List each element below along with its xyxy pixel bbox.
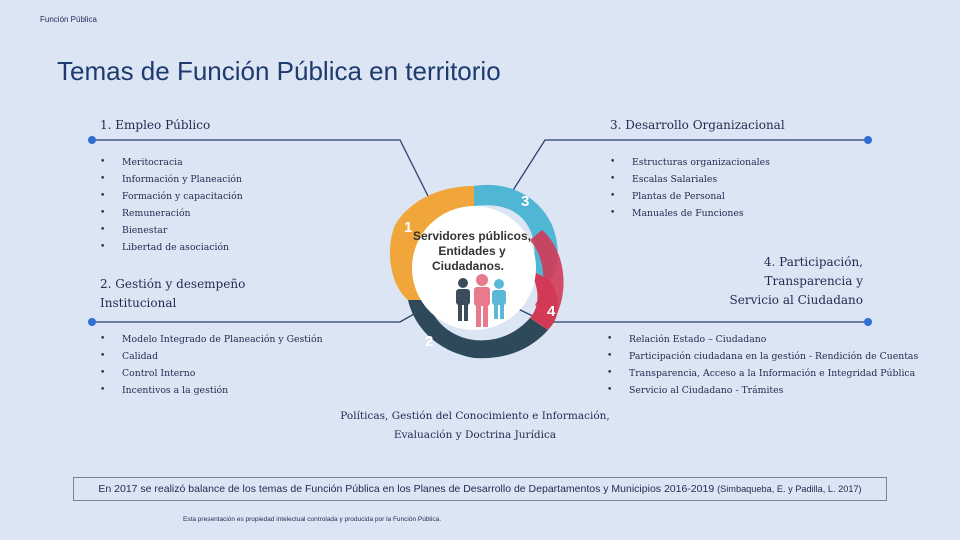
page-title: Temas de Función Pública en territorio bbox=[57, 56, 501, 86]
center-text-line3: Ciudadanos. bbox=[431, 259, 505, 273]
section-4-list bbox=[607, 331, 918, 399]
list-item: • Remuneración bbox=[100, 205, 243, 222]
list-item: • Calidad bbox=[100, 348, 323, 365]
list-item: • Plantas de Personal bbox=[610, 188, 770, 205]
segment-number-4: 4 bbox=[547, 303, 556, 320]
center-text-line1: Servidores públicos, bbox=[412, 229, 532, 243]
list-item: • Formación y capacitación bbox=[100, 188, 243, 205]
list-item: • Escalas Salariales bbox=[610, 171, 770, 188]
segment-number-2: 2 bbox=[425, 333, 434, 350]
footer-text: En 2017 se realizó balance de los temas de Función Pública en los Planes de Desarrollo de Departamentos y Municipios 2016-2019 bbox=[98, 483, 718, 495]
center-text-line2: Entidades y bbox=[438, 244, 506, 258]
footer-citation: (Simbaqueba, E. y Padilla, L. 2017) bbox=[717, 484, 862, 494]
connector-4 bbox=[510, 305, 868, 322]
list-item: • Meritocracia bbox=[100, 154, 243, 171]
section-4-heading-line3: Servicio al Ciudadano bbox=[729, 293, 863, 307]
list-item: • Bienestar bbox=[100, 222, 243, 239]
list-item: • Información y Planeación bbox=[100, 171, 243, 188]
list-item: • Servicio al Ciudadano - Trámites bbox=[607, 382, 918, 399]
segment-number-1: 1 bbox=[404, 219, 413, 236]
segment-number-3: 3 bbox=[521, 193, 530, 210]
list-item: • Participación ciudadana en la gestión - Rendición de Cuentas bbox=[607, 348, 918, 365]
dot-3 bbox=[864, 136, 872, 144]
bottom-center-line2: Evaluación y Doctrina Jurídica bbox=[393, 429, 557, 441]
header-label: Función Pública bbox=[40, 15, 97, 24]
list-item: • Control Interno bbox=[100, 365, 323, 382]
section-4-heading-line1: 4. Participación, bbox=[763, 255, 863, 269]
list-item: • Modelo Integrado de Planeación y Gestión bbox=[100, 331, 323, 348]
list-item: • Estructuras organizacionales bbox=[610, 154, 770, 171]
section-2-heading-line2: Institucional bbox=[100, 296, 177, 310]
section-2-heading-line1: 2. Gestión y desempeño bbox=[100, 277, 246, 291]
section-3-list bbox=[610, 154, 770, 222]
section-3-heading: 3. Desarrollo Organizacional bbox=[610, 118, 785, 132]
section-1-heading: 1. Empleo Público bbox=[100, 118, 211, 132]
list-item: • Transparencia, Acceso a la Información e Integridad Pública bbox=[607, 365, 918, 382]
list-item: • Relación Estado – Ciudadano bbox=[607, 331, 918, 348]
dot-1 bbox=[88, 136, 96, 144]
dot-2 bbox=[88, 318, 96, 326]
section-4-heading-line2: Transparencia y bbox=[764, 274, 863, 288]
list-item: • Incentivos a la gestión bbox=[100, 382, 323, 399]
bottom-center-line1: Políticas, Gestión del Conocimiento e Información, bbox=[340, 410, 610, 422]
footer-box bbox=[73, 477, 887, 501]
list-item: • Manuales de Funciones bbox=[610, 205, 770, 222]
bottom-center-text bbox=[320, 407, 630, 445]
list-item: • Libertad de asociación bbox=[100, 239, 243, 256]
dot-4 bbox=[864, 318, 872, 326]
bottom-note: Esta presentación es propiedad intelectual controlada y producida por la Función Pública. bbox=[183, 516, 441, 523]
section-1-list bbox=[100, 154, 243, 256]
section-2-list bbox=[100, 331, 323, 399]
